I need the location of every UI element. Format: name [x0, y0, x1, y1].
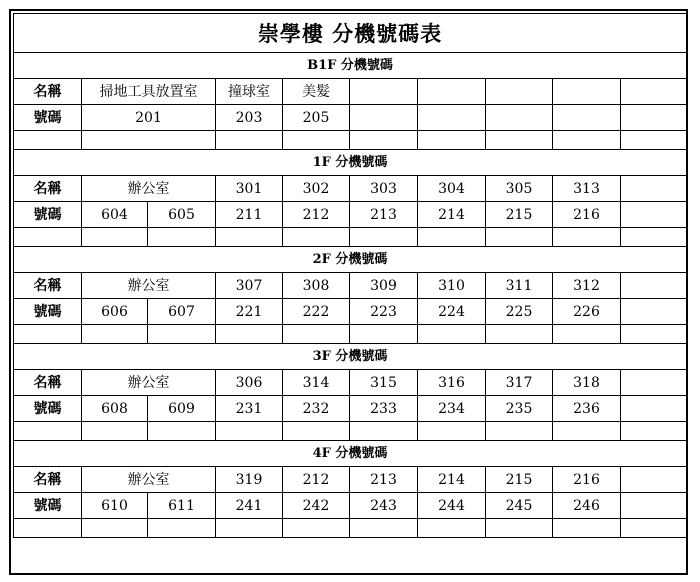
room-name-cell — [553, 79, 621, 105]
empty-cell — [621, 422, 687, 441]
extension-number-cell: 215 — [486, 202, 553, 228]
empty-cell — [621, 131, 687, 150]
extension-number-cell — [350, 105, 418, 131]
room-name-cell — [621, 273, 687, 299]
extension-number-cell — [621, 105, 687, 131]
extension-number-cell — [621, 299, 687, 325]
extension-number-cell — [418, 105, 486, 131]
room-name-cell: 317 — [486, 370, 553, 396]
extension-number-cell: 246 — [553, 493, 621, 519]
empty-cell — [82, 228, 148, 247]
room-name-cell: 315 — [350, 370, 418, 396]
empty-cell — [486, 325, 553, 344]
extension-number-cell: 245 — [486, 493, 553, 519]
empty-cell — [486, 228, 553, 247]
empty-cell — [14, 519, 82, 538]
extension-number-cell: 244 — [418, 493, 486, 519]
extension-number-cell: 607 — [148, 299, 216, 325]
row-label: 名稱 — [14, 370, 82, 396]
extension-number-cell: 205 — [283, 105, 350, 131]
row-label: 名稱 — [14, 467, 82, 493]
empty-cell — [14, 131, 82, 150]
empty-cell — [486, 519, 553, 538]
empty-cell — [148, 519, 216, 538]
extension-number-cell — [486, 105, 553, 131]
extension-number-cell: 604 — [82, 202, 148, 228]
room-name-cell — [418, 79, 486, 105]
empty-cell — [216, 131, 283, 150]
name-row — [14, 176, 687, 202]
empty-cell — [82, 325, 148, 344]
room-name-cell: 撞球室 — [216, 79, 283, 105]
extension-number-cell: 222 — [283, 299, 350, 325]
row-label: 號碼 — [14, 299, 82, 325]
empty-cell — [553, 228, 621, 247]
empty-cell — [418, 131, 486, 150]
extension-number-cell: 234 — [418, 396, 486, 422]
floor-header: 2F 分機號碼 — [14, 247, 687, 273]
empty-cell — [216, 325, 283, 344]
empty-cell — [216, 519, 283, 538]
room-name-cell: 306 — [216, 370, 283, 396]
room-name-cell: 304 — [418, 176, 486, 202]
extension-number-cell: 211 — [216, 202, 283, 228]
room-name-cell: 314 — [283, 370, 350, 396]
extension-number-cell: 214 — [418, 202, 486, 228]
room-name-cell: 掃地工具放置室 — [82, 79, 216, 105]
room-name-cell: 307 — [216, 273, 283, 299]
row-label: 號碼 — [14, 105, 82, 131]
empty-cell — [283, 228, 350, 247]
room-name-cell: 辦公室 — [82, 467, 216, 493]
empty-cell — [350, 422, 418, 441]
room-name-cell: 312 — [553, 273, 621, 299]
extension-number-cell: 225 — [486, 299, 553, 325]
spacer-row — [14, 325, 687, 344]
extension-number-cell: 243 — [350, 493, 418, 519]
extension-number-cell: 608 — [82, 396, 148, 422]
empty-cell — [350, 325, 418, 344]
extension-number-cell: 235 — [486, 396, 553, 422]
room-name-cell: 215 — [486, 467, 553, 493]
empty-cell — [216, 422, 283, 441]
room-name-cell — [621, 79, 687, 105]
floor-header-row — [14, 441, 687, 467]
number-row — [14, 493, 687, 519]
extension-number-cell: 605 — [148, 202, 216, 228]
extension-number-cell: 221 — [216, 299, 283, 325]
row-label: 號碼 — [14, 493, 82, 519]
extension-number-cell: 241 — [216, 493, 283, 519]
empty-cell — [621, 228, 687, 247]
extension-number-cell: 231 — [216, 396, 283, 422]
room-name-cell: 214 — [418, 467, 486, 493]
room-name-cell: 319 — [216, 467, 283, 493]
extension-number-cell: 213 — [350, 202, 418, 228]
empty-cell — [14, 325, 82, 344]
empty-cell — [350, 131, 418, 150]
number-row — [14, 202, 687, 228]
room-name-cell: 212 — [283, 467, 350, 493]
room-name-cell: 308 — [283, 273, 350, 299]
extension-number-cell: 242 — [283, 493, 350, 519]
extension-number-cell: 232 — [283, 396, 350, 422]
room-name-cell: 216 — [553, 467, 621, 493]
room-name-cell — [350, 79, 418, 105]
floor-header-row — [14, 150, 687, 176]
room-name-cell: 313 — [553, 176, 621, 202]
row-label: 名稱 — [14, 176, 82, 202]
empty-cell — [486, 422, 553, 441]
row-label: 名稱 — [14, 273, 82, 299]
extension-number-cell: 223 — [350, 299, 418, 325]
empty-cell — [418, 519, 486, 538]
number-row — [14, 105, 687, 131]
extension-number-cell: 226 — [553, 299, 621, 325]
extension-number-cell: 611 — [148, 493, 216, 519]
spacer-row — [14, 228, 687, 247]
room-name-cell: 美髮 — [283, 79, 350, 105]
room-name-cell: 303 — [350, 176, 418, 202]
name-row — [14, 370, 687, 396]
empty-cell — [553, 422, 621, 441]
extension-number-cell — [553, 105, 621, 131]
spacer-row — [14, 422, 687, 441]
room-name-cell — [621, 370, 687, 396]
empty-cell — [418, 422, 486, 441]
extension-number-cell: 203 — [216, 105, 283, 131]
empty-cell — [621, 519, 687, 538]
title-row — [14, 14, 687, 53]
extension-number-cell: 609 — [148, 396, 216, 422]
floor-header: 1F 分機號碼 — [14, 150, 687, 176]
room-name-cell: 辦公室 — [82, 370, 216, 396]
room-name-cell: 311 — [486, 273, 553, 299]
empty-cell — [553, 325, 621, 344]
room-name-cell: 302 — [283, 176, 350, 202]
row-label: 號碼 — [14, 396, 82, 422]
empty-cell — [148, 422, 216, 441]
room-name-cell: 316 — [418, 370, 486, 396]
floor-header: 3F 分機號碼 — [14, 344, 687, 370]
room-name-cell: 309 — [350, 273, 418, 299]
empty-cell — [148, 228, 216, 247]
empty-cell — [82, 422, 148, 441]
number-row — [14, 299, 687, 325]
empty-cell — [350, 519, 418, 538]
room-name-cell: 310 — [418, 273, 486, 299]
table-body — [14, 14, 687, 538]
name-row — [14, 79, 687, 105]
empty-cell — [350, 228, 418, 247]
extension-number-cell — [621, 202, 687, 228]
room-name-cell: 213 — [350, 467, 418, 493]
row-label: 名稱 — [14, 79, 82, 105]
empty-cell — [14, 422, 82, 441]
floor-header-row — [14, 344, 687, 370]
room-name-cell: 318 — [553, 370, 621, 396]
extension-number-cell: 224 — [418, 299, 486, 325]
room-name-cell: 辦公室 — [82, 273, 216, 299]
room-name-cell — [486, 79, 553, 105]
spacer-row — [14, 131, 687, 150]
floor-header: B1F 分機號碼 — [14, 53, 687, 79]
empty-cell — [82, 519, 148, 538]
empty-cell — [283, 131, 350, 150]
room-name-cell: 辦公室 — [82, 176, 216, 202]
empty-cell — [553, 131, 621, 150]
name-row — [14, 467, 687, 493]
floor-header: 4F 分機號碼 — [14, 441, 687, 467]
room-name-cell — [621, 467, 687, 493]
table-title: 崇學樓 分機號碼表 — [14, 14, 687, 53]
empty-cell — [283, 519, 350, 538]
empty-cell — [418, 228, 486, 247]
floor-header-row — [14, 53, 687, 79]
extension-number-cell: 201 — [82, 105, 216, 131]
room-name-cell: 305 — [486, 176, 553, 202]
floor-header-row — [14, 247, 687, 273]
spacer-row — [14, 519, 687, 538]
empty-cell — [14, 228, 82, 247]
name-row — [14, 273, 687, 299]
extension-number-cell: 606 — [82, 299, 148, 325]
extension-number-cell: 610 — [82, 493, 148, 519]
extension-number-cell — [621, 396, 687, 422]
row-label: 號碼 — [14, 202, 82, 228]
empty-cell — [216, 228, 283, 247]
extension-number-cell — [621, 493, 687, 519]
empty-cell — [418, 325, 486, 344]
number-row — [14, 396, 687, 422]
extension-number-cell: 233 — [350, 396, 418, 422]
empty-cell — [82, 131, 216, 150]
extension-table — [13, 13, 687, 538]
empty-cell — [283, 422, 350, 441]
room-name-cell — [621, 176, 687, 202]
empty-cell — [283, 325, 350, 344]
empty-cell — [553, 519, 621, 538]
empty-cell — [621, 325, 687, 344]
extension-number-cell: 212 — [283, 202, 350, 228]
empty-cell — [148, 325, 216, 344]
extension-number-cell: 236 — [553, 396, 621, 422]
empty-cell — [486, 131, 553, 150]
room-name-cell: 301 — [216, 176, 283, 202]
extension-number-cell: 216 — [553, 202, 621, 228]
